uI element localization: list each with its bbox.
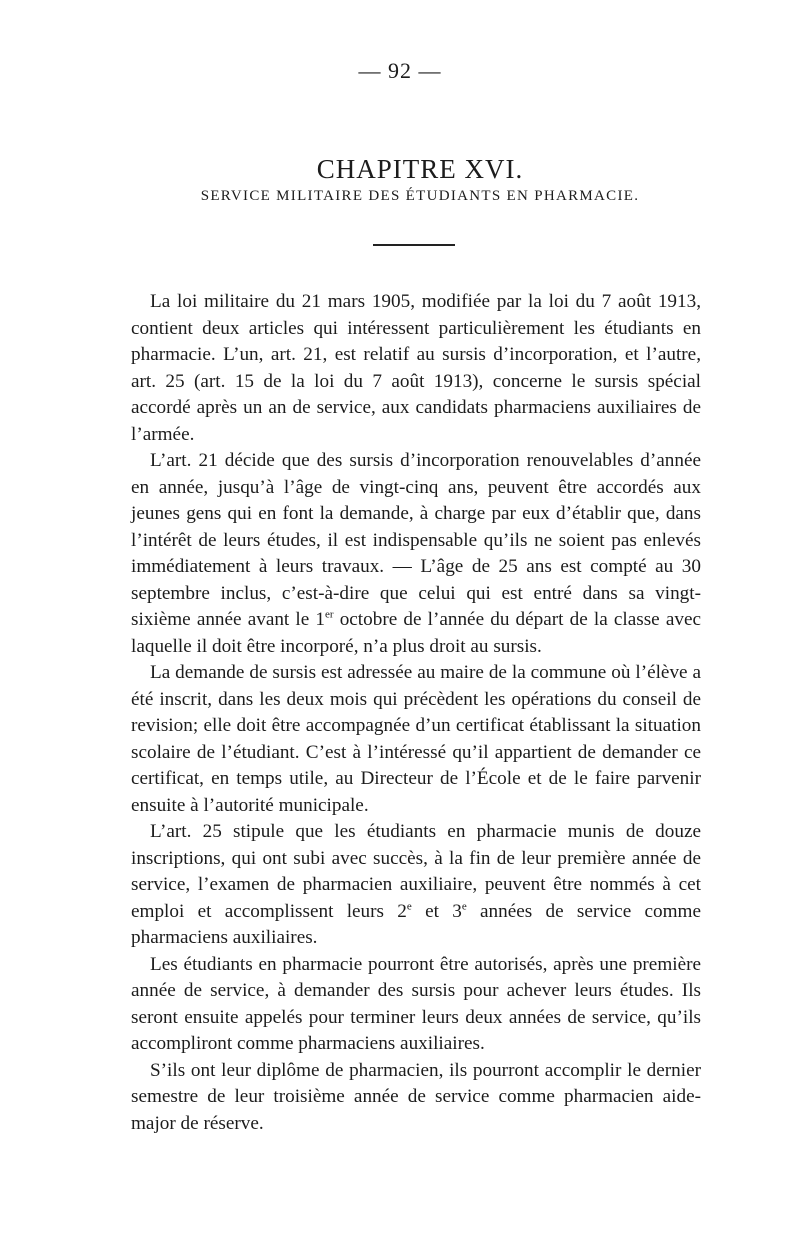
page-number: — 92 — xyxy=(358,58,442,83)
paragraph: S’ils ont leur diplôme de pharmacien, ils pourront accomplir le dernier semestre de leur troisième année de service comme pharmacien aide-major de réserve. xyxy=(131,1059,701,1134)
paragraph: Les étudiants en pharmacie pourront être autorisés, après une première année de service, à demander des sursis pour achever leurs études. Ils seront ensuite appelés pour terminer leurs deux années de service, qu’ils accompliront comme pharmaciens auxiliaires. xyxy=(131,953,701,1054)
chapter-subtitle: SERVICE MILITAIRE DES ÉTUDIANTS EN PHARMACIE. xyxy=(200,188,640,204)
paragraph: La loi militaire du 21 mars 1905, modifiée par la loi du 7 août 1913, contient deux articles qui intéressent particulièrement les étudiants en pharmacie. L’un, art. 21, est relatif au sursis d’incorporation, et l’autre, art. 25 (art. 15 de la loi du 7 août 1913), concerne le sursis spécial accordé après un an de service, aux candidats pharmaciens auxiliaires de l’armée. xyxy=(131,291,701,445)
ordinal-superscript: er xyxy=(325,608,334,621)
body-text xyxy=(131,289,701,1137)
paragraph-text: octobre de l’année du départ de la classe avec laquelle il doit être incorporé, n’a plus droit au sursis. xyxy=(131,609,701,657)
paragraph-text: L’art. 25 stipule que les étudiants en pharmacie munis de douze inscriptions, qui ont subi avec succès, à la fin de leur première année de service, l’examen de pharmacien auxiliaire, peuvent être nommés à cet emploi et accomplissent leurs 2 xyxy=(131,821,701,922)
paragraph: La demande de sursis est adressée au maire de la commune où l’élève a été inscrit, dans les deux mois qui précèdent les opérations du conseil de revision; elle doit être accompagnée d’un certificat établissant la situation scolaire de l’étudiant. C’est à l’intéressé qu’il appartient de demander ce certificat, en temps utile, au Directeur de l’École et de le faire parvenir ensuite à l’autorité municipale. xyxy=(131,662,701,816)
section-divider xyxy=(373,244,455,246)
paragraph-text: années de service comme pharmaciens auxiliaires. xyxy=(131,900,701,948)
ordinal-superscript: e xyxy=(406,900,412,913)
paragraph xyxy=(131,448,701,660)
paragraph-text: et 3 xyxy=(411,900,462,922)
chapter-title: CHAPITRE XVI. xyxy=(316,154,524,185)
paragraph-text: L’art. 21 décide que des sursis d’incorporation renouvelables d’année en année, jusqu’à l’âge de vingt-cinq ans, peuvent être accordés aux jeunes gens qui en font la demande, à charge par eux d’établir que, dans l’intérêt de leurs études, il est indispensable qu’ils ne soient pas enlevés immédiatement à leurs travaux. — L’âge de 25 ans est compté au 30 septembre inclus, c’est-à-dire que celui qui est entré dans sa vingt-sixième année avant le 1 xyxy=(131,450,701,630)
ordinal-superscript: e xyxy=(461,900,467,913)
paragraph xyxy=(131,819,701,952)
